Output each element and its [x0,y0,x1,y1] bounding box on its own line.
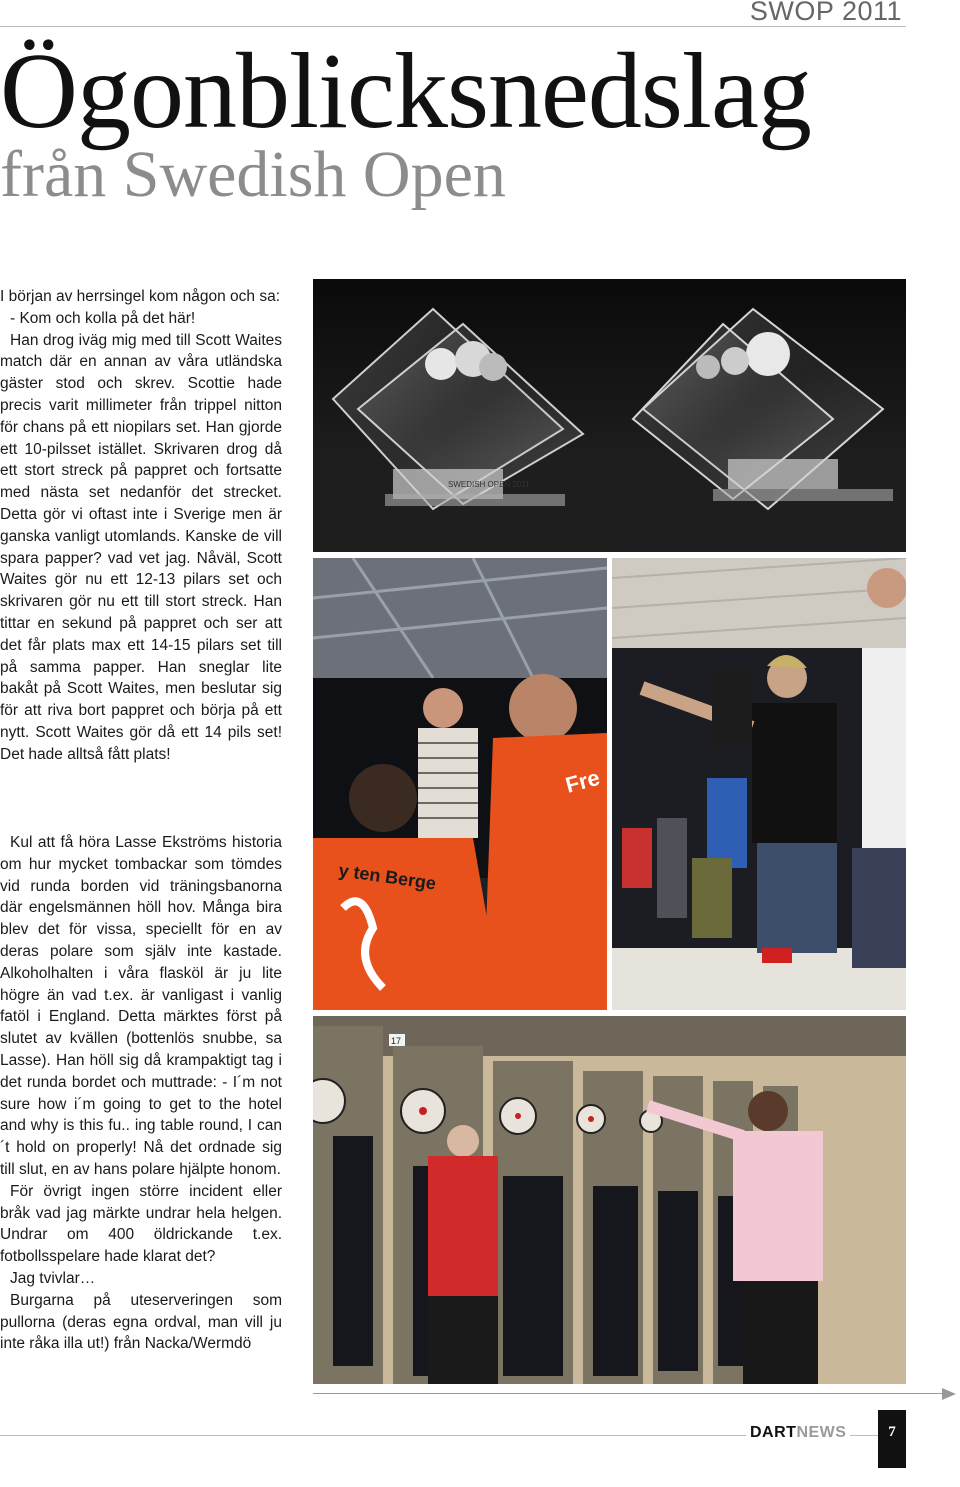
header-divider [0,26,906,27]
photo-players-orange [313,558,607,1010]
page-subtitle: från Swedish Open [0,138,506,211]
paragraph: Jag tvivlar… [10,1269,96,1287]
trophy-inscription: SWEDISH OPEN 2011 [448,480,530,489]
arrow-right-icon [942,1388,956,1400]
dartnews-logo [746,1424,850,1442]
photo-dartboards [313,1016,906,1384]
article-column-2 [0,832,282,1355]
shirt-lettering: Fre [562,764,603,798]
logo-news: NEWS [796,1424,847,1441]
paragraph: I början av herrsingel kom någon och sa: [0,288,281,305]
continue-arrow-line [313,1393,943,1394]
page-title: Ögonblicksnedslag [0,32,811,151]
photo-players-throwing [612,558,906,1010]
paragraph: Han drog iväg mig med till Scott Waites match där en annan av våra utländska gäster stod och skrev. Scottie hade precis varit millimeter från trippel nitton för chans på ett niopilars set. Han gjorde ett 10-pilsset istället. Skrivaren drog då ett stort streck på pappret och fortsatte med nästa set nedanför det strecket. Detta gör vi oftast inte i Sverige men är ganska vanligt utomlands. Kanske de vill spara papper? vad vet jag. Nåväl, Scott Waites gör nu ett 12-13 pilars set och skrivaren gör nu ett till stort streck. Han tittar en sekund på pappret och ser att det får plats max ett 14-15 pilars set till på samma papper. Han sneglar lite bakåt på Scott Waites, men beslutar sig för att riva bort pappret och börja på ett nytt. Scott Waites gör då ett 14 pils set! Det hade alltså fått plats! [0,331,282,763]
section-tag: SWOP 2011 [749,0,902,26]
page-number: 7 [878,1410,906,1468]
board-number: 17 [391,1036,402,1046]
paragraph: Kul att få höra Lasse Ekströms historia om hur mycket tombackar som tömdes vid runda borden vid träningsbanorna där engelsmännen höll hov. Många bira blev det för vissa, speciellt för en av deras polare som själv inte kastade. Alkoholhalten i våra flasköl är ju lite högre än vad t.ex. är vanligast i vanlig fatöl i England. Detta märktes först på slutet av kvällen (bottenlös snubbe, sa Lasse). Han höll sig då krampaktigt tag i det runda bordet och muttrade: - I´m not sure how i´m going to get to the hotel and why is this fu.. ing table round, I can´t hold on properly! Nå det ordnade sig till slut, en av hans polare hjälpte honom. [0,834,282,1178]
photo-trophies [313,279,906,552]
paragraph: Burgarna på uteserveringen som pullorna (deras egna ordval, man vill ju inte råka illa ut!) från Nacka/Wermdö [0,1291,282,1353]
shirt-name: y ten Berge [337,860,438,894]
logo-dart: DART [750,1424,797,1441]
paragraph: För övrigt ingen större incident eller bråk vad jag märkte undrar hela helgen. Undrar om 400 öldrickande t.ex. fotbollsspelare hade klarat det? [0,1182,282,1266]
paragraph: - Kom och kolla på det här! [10,309,196,327]
article-column-1 [0,286,282,766]
